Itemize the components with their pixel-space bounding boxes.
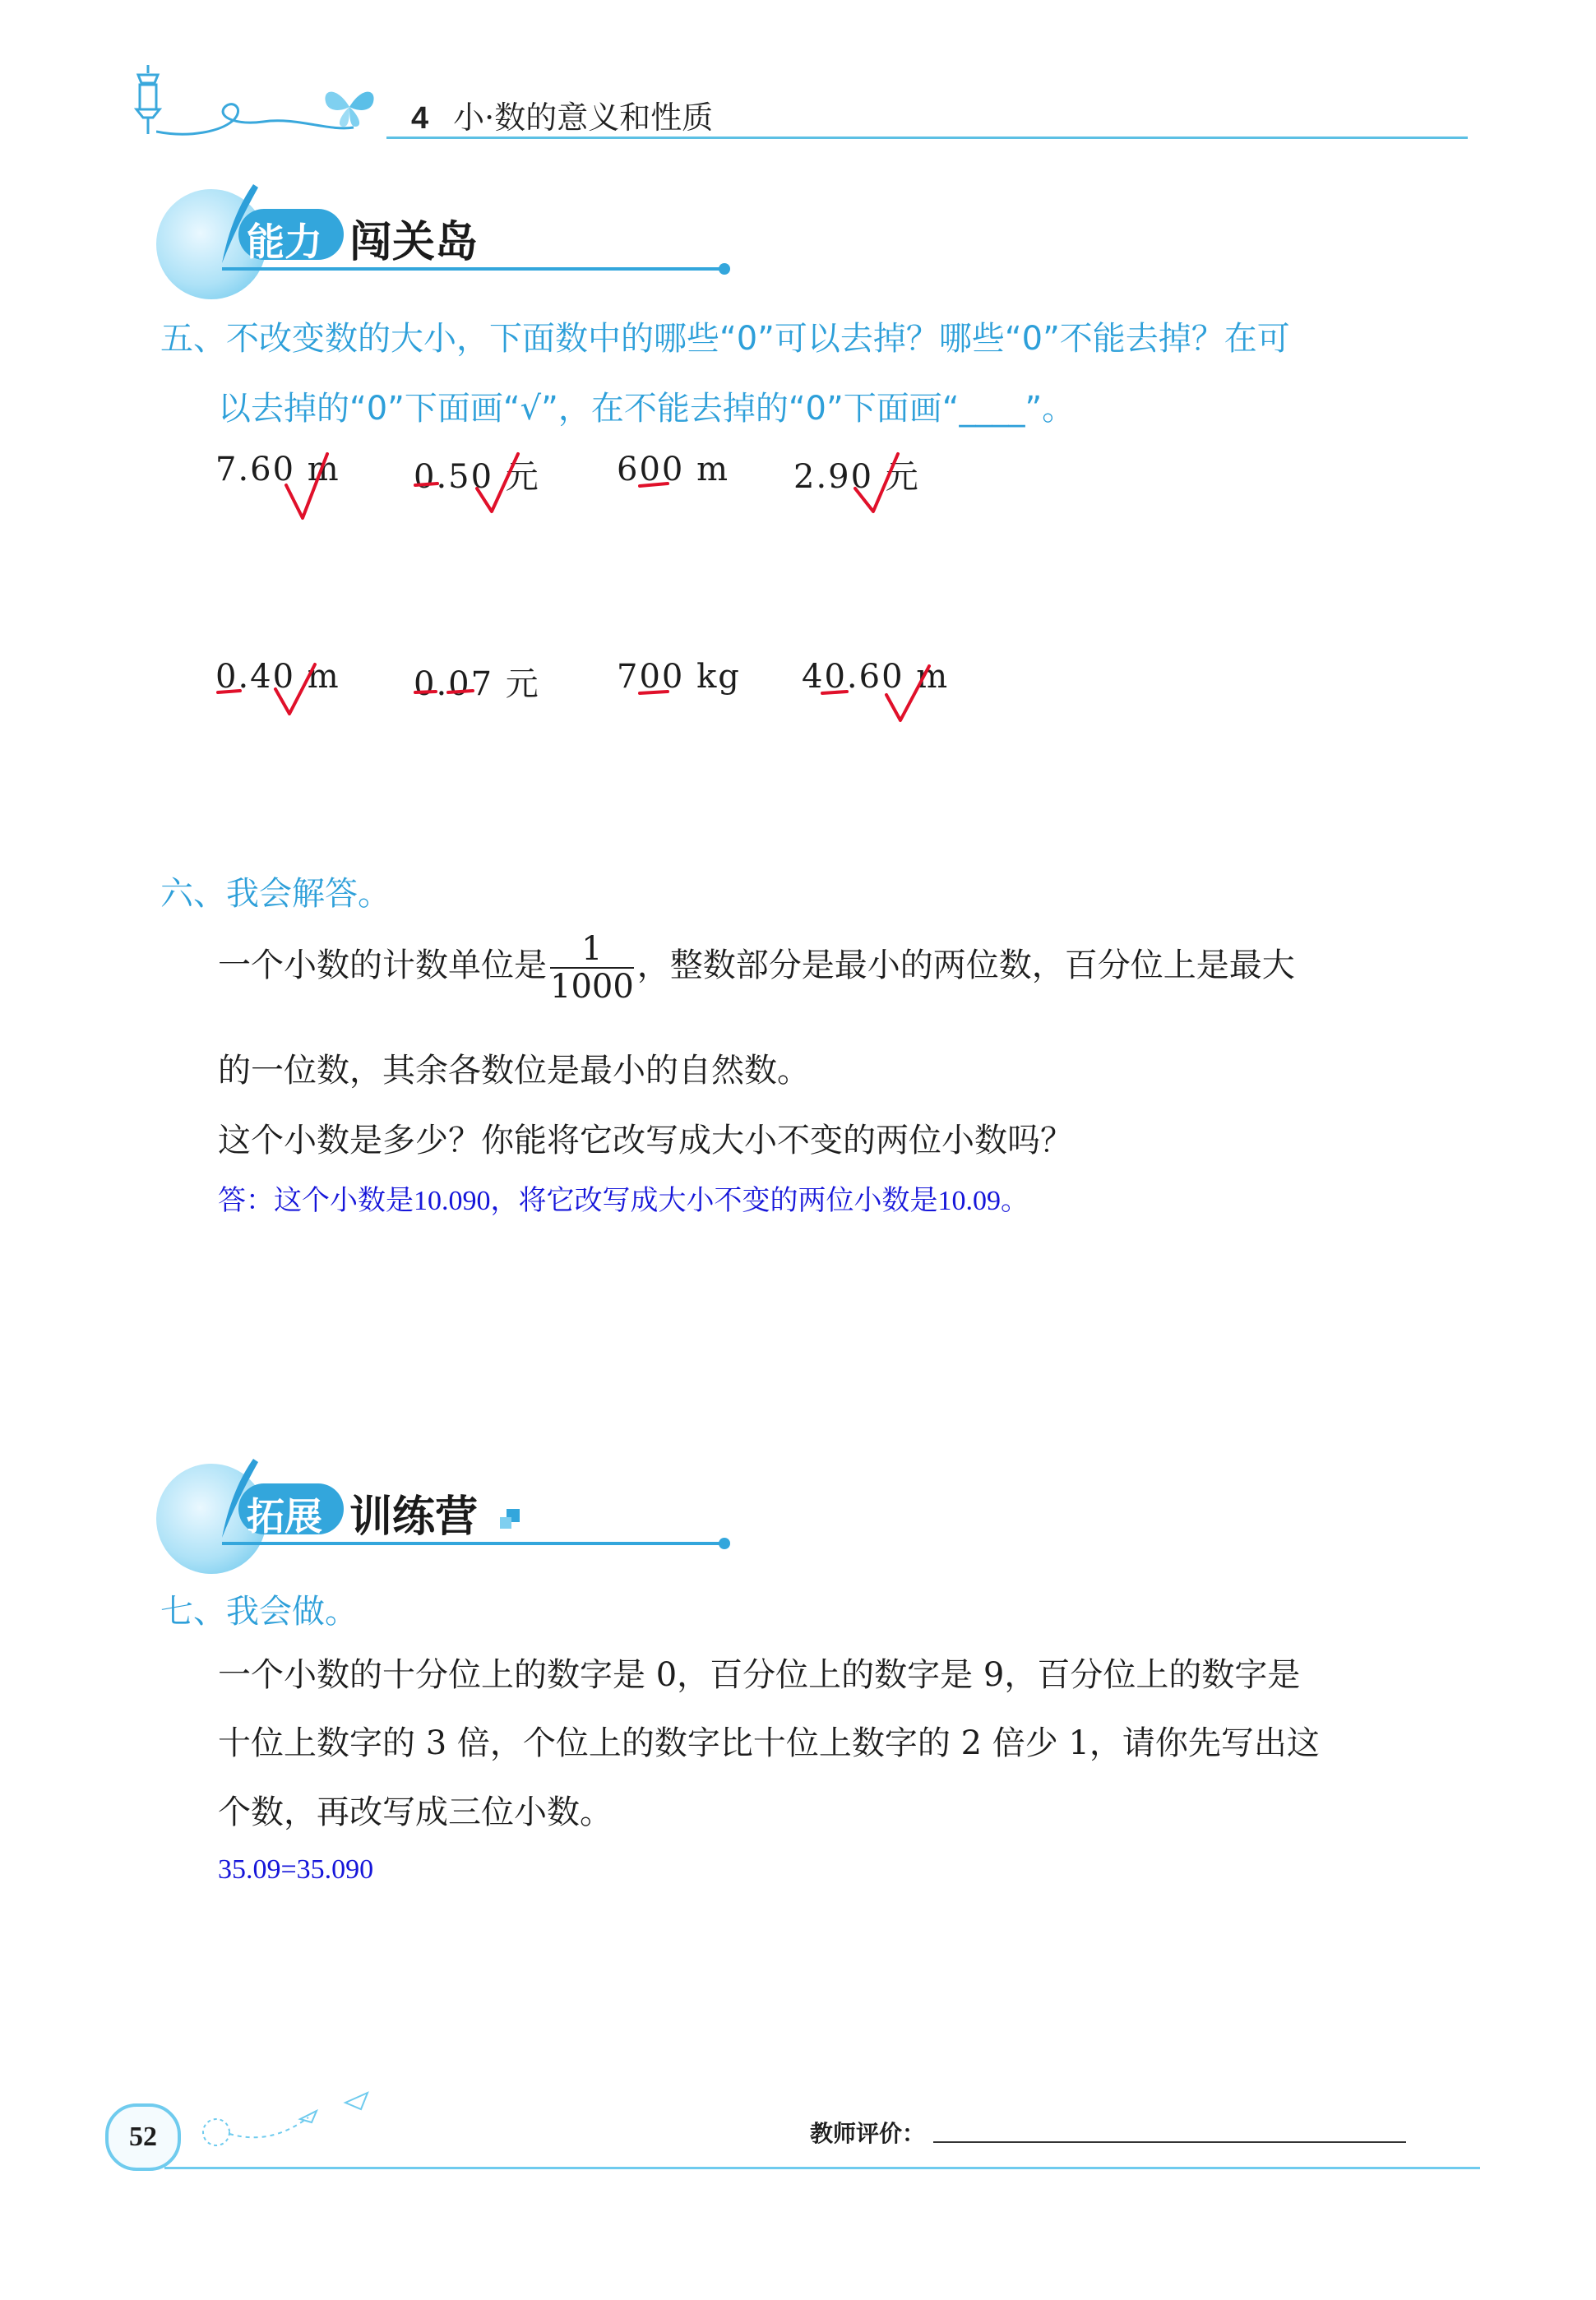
squares-icon (500, 1509, 521, 1530)
q5-item: 0.50 元 (414, 458, 540, 496)
q7-heading: 七、我会做。 (160, 1593, 358, 1631)
check-mark (855, 454, 898, 511)
q5-item: 2.90 元 (793, 458, 920, 496)
q5-heading-line2: 以去掉的“0”下面画“√”，在不能去掉的“0”下面画“____”。 (218, 390, 1076, 428)
teacher-evaluation-label: 教师评价： (810, 2120, 926, 2147)
check-mark (275, 664, 315, 714)
underline-mark (822, 692, 847, 693)
q7-answer: 35.09=35.090 (218, 1854, 374, 1885)
banner-dot (719, 1538, 730, 1549)
banner-badge: 拓展 (247, 1495, 322, 1538)
fraction-denominator: 1000 (550, 968, 634, 1006)
q5-item: 600 m (617, 451, 729, 488)
chapter-title: 小·数的意义和性质 (453, 99, 714, 136)
check-mark (477, 454, 518, 511)
q6-line1-before: 一个小数的计数单位是 (218, 946, 547, 984)
q5-item: 700 kg (617, 658, 741, 696)
q6-line1 (218, 931, 1295, 1005)
underline-mark (448, 691, 473, 692)
underline-mark (640, 484, 668, 486)
q5-item: 0.07 元 (414, 665, 540, 703)
footer-bird-decoration (185, 2085, 391, 2150)
check-mark (886, 666, 929, 720)
q7-line3: 个数，再改写成三位小数。 (218, 1793, 613, 1831)
fraction (550, 931, 634, 1005)
fraction-numerator: 1 (581, 930, 603, 968)
q5-item: 40.60 m (802, 658, 950, 696)
chapter-number: 4 (411, 101, 429, 136)
underline-mark (415, 484, 437, 485)
q6-line3: 这个小数是多少？你能将它改写成大小不变的两位小数吗？ (218, 1122, 1073, 1159)
section-banner-extension (156, 1464, 748, 1562)
q5-item: 0.40 m (215, 658, 340, 696)
page-number: 52 (105, 2103, 181, 2171)
q7-line1: 一个小数的十分位上的数字是 0，百分位上的数字是 9，百分位上的数字是 (218, 1656, 1301, 1694)
banner-badge: 能力 (247, 220, 322, 263)
q6-line1-after: ，整数部分是最小的两位数，百分位上是最大 (636, 946, 1295, 984)
banner-title: 闯关岛 (349, 218, 479, 267)
q5-item: 7.60 m (215, 451, 340, 488)
underline-mark (218, 691, 240, 692)
underline-mark (640, 692, 668, 693)
q6-heading: 六、我会解答。 (160, 875, 391, 913)
footer-rule (164, 2167, 1480, 2169)
q6-line2: 的一位数，其余各数位是最小的自然数。 (218, 1052, 810, 1090)
q5-heading-line1: 五、不改变数的大小，下面数中的哪些“0”可以去掉？哪些“0”不能去掉？在可 (160, 320, 1290, 358)
check-mark (286, 454, 327, 518)
teacher-evaluation-blank (933, 2141, 1406, 2143)
banner-underline (222, 1542, 724, 1545)
banner-title: 训练营 (349, 1492, 479, 1542)
q6-answer: 答：这个小数是10.090，将它改写成大小不变的两位小数是10.09。 (218, 1186, 1029, 1216)
q7-line2: 十位上数字的 3 倍，个位上的数字比十位上数字的 2 倍少 1，请你先写出这 (218, 1724, 1320, 1762)
